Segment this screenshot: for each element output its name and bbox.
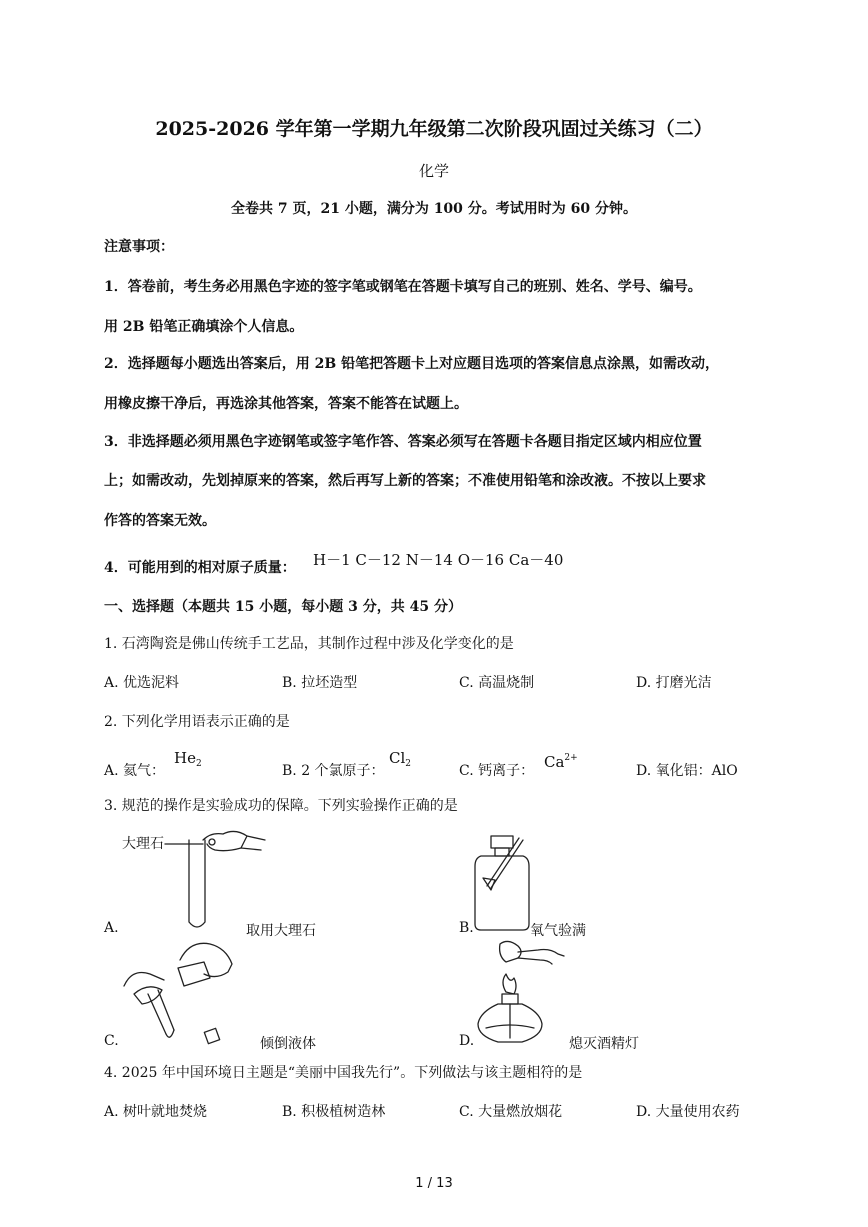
exam-summary: 全卷共 7 页，21 小题，满分为 100 分。考试用时为 60 分钟。 xyxy=(230,201,638,217)
option-b-formula xyxy=(389,749,411,767)
question-stem: 2. 下列化学用语表示正确的是 xyxy=(104,714,290,730)
option-d: D. 打磨光洁 xyxy=(636,675,712,691)
option-c-letter: C. xyxy=(104,1033,119,1049)
notice-line: 2．选择题每小题选出答案后，用 2B 铅笔把答题卡上对应题目选项的答案信息点涂黑，如需改动， xyxy=(104,356,720,372)
atomic-mass-label: 4．可能用到的相对原子质量： xyxy=(104,560,296,576)
option-c: C. 高温烧制 xyxy=(459,675,535,691)
option-a-letter: A. xyxy=(104,920,119,936)
option-d-letter: D. xyxy=(459,1033,475,1049)
notice-line: 作答的答案无效。 xyxy=(104,513,216,529)
question-stem: 3. 规范的操作是实验成功的保障。下列实验操作正确的是 xyxy=(104,798,458,814)
option-b-label: B. 2 个氯原子： xyxy=(282,763,385,779)
notice-line: 上；如需改动，先划掉原来的答案，然后再写上新的答案；不准使用铅笔和涂改液。不按以上要求 xyxy=(104,473,706,489)
section-heading: 一、选择题（本题共 15 小题，每小题 3 分，共 45 分） xyxy=(104,599,462,615)
formula-superscript: 2+ xyxy=(564,753,578,763)
exam-subject: 化学 xyxy=(418,162,449,180)
notice-line: 1．答卷前，考生务必用黑色字迹的签字笔或钢笔在答题卡填写自己的班别、姓名、学号、编号。 xyxy=(104,279,702,295)
figure-d-alcohol-lamp xyxy=(478,938,568,1048)
option-d-caption: 熄灭酒精灯 xyxy=(569,1036,639,1052)
question-stem: 4. 2025 年中国环境日主题是“美丽中国我先行”。下列做法与该主题相符的是 xyxy=(104,1065,583,1081)
question-stem: 1. 石湾陶瓷是佛山传统手工艺品，其制作过程中涉及化学变化的是 xyxy=(104,636,514,652)
option-c: C. 大量燃放烟花 xyxy=(459,1104,563,1120)
figure-c-pouring xyxy=(120,938,240,1048)
formula-symbol: Ca xyxy=(544,753,565,771)
formula-subscript: 2 xyxy=(195,759,202,769)
formula-symbol: He xyxy=(174,749,196,767)
figure-label-marble: 大理石 xyxy=(122,836,164,852)
option-d: D. 大量使用农药 xyxy=(636,1104,740,1120)
option-a-formula xyxy=(174,749,202,767)
option-a: A. 树叶就地焚烧 xyxy=(104,1104,208,1120)
formula-subscript: 2 xyxy=(405,759,412,769)
exam-title: 2025-2026 学年第一学期九年级第二次阶段巩固过关练习（二） xyxy=(155,118,713,140)
formula-symbol: Cl xyxy=(389,749,406,767)
option-c-formula xyxy=(544,753,578,771)
figure-a-test-tube xyxy=(165,822,295,922)
option-b: B. 积极植树造林 xyxy=(282,1104,386,1120)
option-a: A. 优选泥料 xyxy=(104,675,180,691)
notice-line: 3．非选择题必须用黑色字迹钢笔或签字笔作答、答案必须写在答题卡各题目指定区域内相应位置 xyxy=(104,434,702,450)
option-b-caption: 氧气验满 xyxy=(530,923,586,939)
option-a-label: A. 氦气： xyxy=(104,763,166,779)
option-b: B. 拉坯造型 xyxy=(282,675,358,691)
notice-line: 用 2B 铅笔正确填涂个人信息。 xyxy=(104,319,304,335)
option-b-letter: B. xyxy=(459,920,474,936)
page-number: 1 / 13 xyxy=(415,1176,453,1191)
option-c-caption: 倾倒液体 xyxy=(260,1036,316,1052)
option-c-label: C. 钙离子： xyxy=(459,763,535,779)
notice-line: 用橡皮擦干净后，再选涂其他答案，答案不能答在试题上。 xyxy=(104,396,468,412)
option-d: D. 氧化铝：AlO xyxy=(636,763,738,779)
notice-heading: 注意事项： xyxy=(104,239,174,255)
atomic-mass-values: H－1 C－12 N－14 O－16 Ca－40 xyxy=(313,551,564,569)
option-a-caption: 取用大理石 xyxy=(246,923,316,939)
